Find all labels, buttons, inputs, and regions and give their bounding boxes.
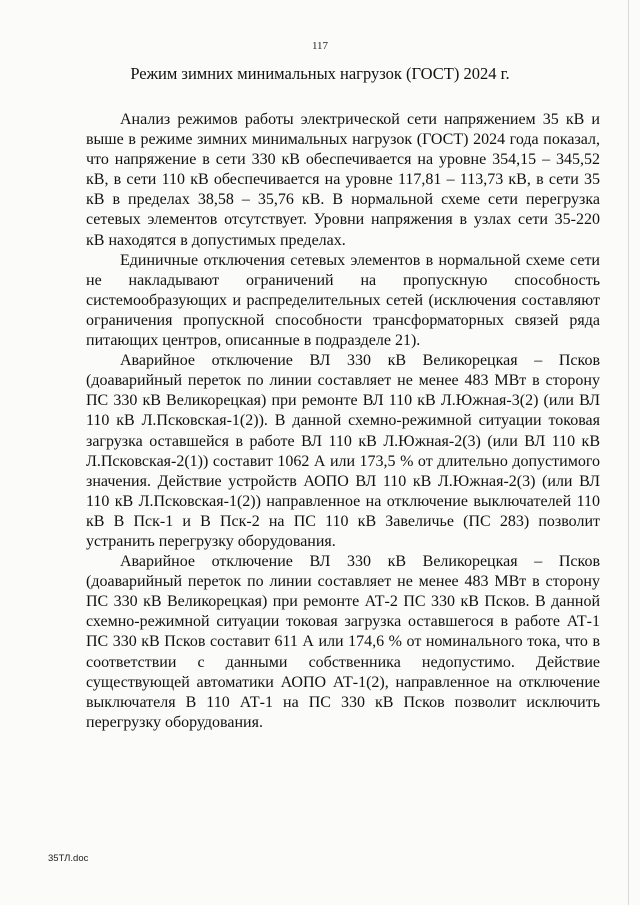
paragraph-voltage-analysis: Анализ режимов работы электрической сети напряжением 35 кВ и выше в режиме зимних минимальных нагрузок (ГОСТ) 2024 года показал, что напряжение в сети 330 кВ обеспечивается на уровне 354,15 – 345,52 кВ, в сети 110 кВ обеспечивается на уровне 117,81 – 113,73 кВ, в сети 35 кВ в пределах 38,58 – 35,76 кВ. В нормальной схеме сети перегрузка сетевых элементов отсутствует. Уровни напряжения в узлах сети 35-220 кВ находятся в допустимых пределах. (86, 111, 600, 249)
page-number: 117 (311, 40, 329, 52)
paragraph-emergency-vl-repair: Аварийное отключение ВЛ 330 кВ Великорецкая – Псков (доаварийный переток по линии составляет не менее 483 МВт в сторону ПС 330 кВ Великорецкая) при ремонте ВЛ 110 кВ Л.Южная-3(2) (или ВЛ 110 кВ Л.Псковская-1(2)). В данной схемно-режимной ситуации токовая загрузка оставшейся в работе ВЛ 110 кВ Л.Южная-2(3) (или ВЛ 110 кВ Л.Псковская-2(1)) составит 1062 А или 173,5 % от длительно допустимого значения. Действие устройств АОПО ВЛ 110 кВ Л.Южная-2(3) (или ВЛ 110 кВ Л.Псковская-1(2)) направленное на отключение выключателей 110 кВ В Пск-1 и В Пск-2 на ПС 110 кВ Завеличье (ПС 283) позволит устранить перегрузку оборудования. (86, 352, 600, 550)
footer-filename: 35ТЛ.doc (48, 853, 89, 864)
section-title: Режим зимних минимальных нагрузок (ГОСТ) 2024 г. (130, 64, 510, 83)
paragraph-emergency-at-repair: Аварийное отключение ВЛ 330 кВ Великорецкая – Псков (доаварийный переток по линии составляет не менее 483 МВт в сторону ПС 330 кВ Великорецкая) при ремонте АТ-2 ПС 330 кВ Псков. В данной схемно-режимной ситуации токовая загрузка оставшегося в работе АТ-1 ПС 330 кВ Псков составит 611 А или 174,6 % от номинального тока, что в соответствии с данными собственника недопустимо. Действие существующей автоматики АОПО АТ-1(2), направленное на отключение выключателя В 110 АТ-1 на ПС 330 кВ Псков позволит исключить перегрузку оборудования. (86, 553, 600, 731)
scan-edge-line (628, 0, 629, 905)
paragraph-single-outages: Единичные отключения сетевых элементов в нормальной схеме сети не накладывают ограничений на пропускную способность системообразующих и распределительных сетей (исключения составляют ограничения пропускной способности трансформаторных связей ряда питающих центров, описанные в подразделе 21). (86, 251, 600, 350)
document-body (86, 110, 600, 733)
